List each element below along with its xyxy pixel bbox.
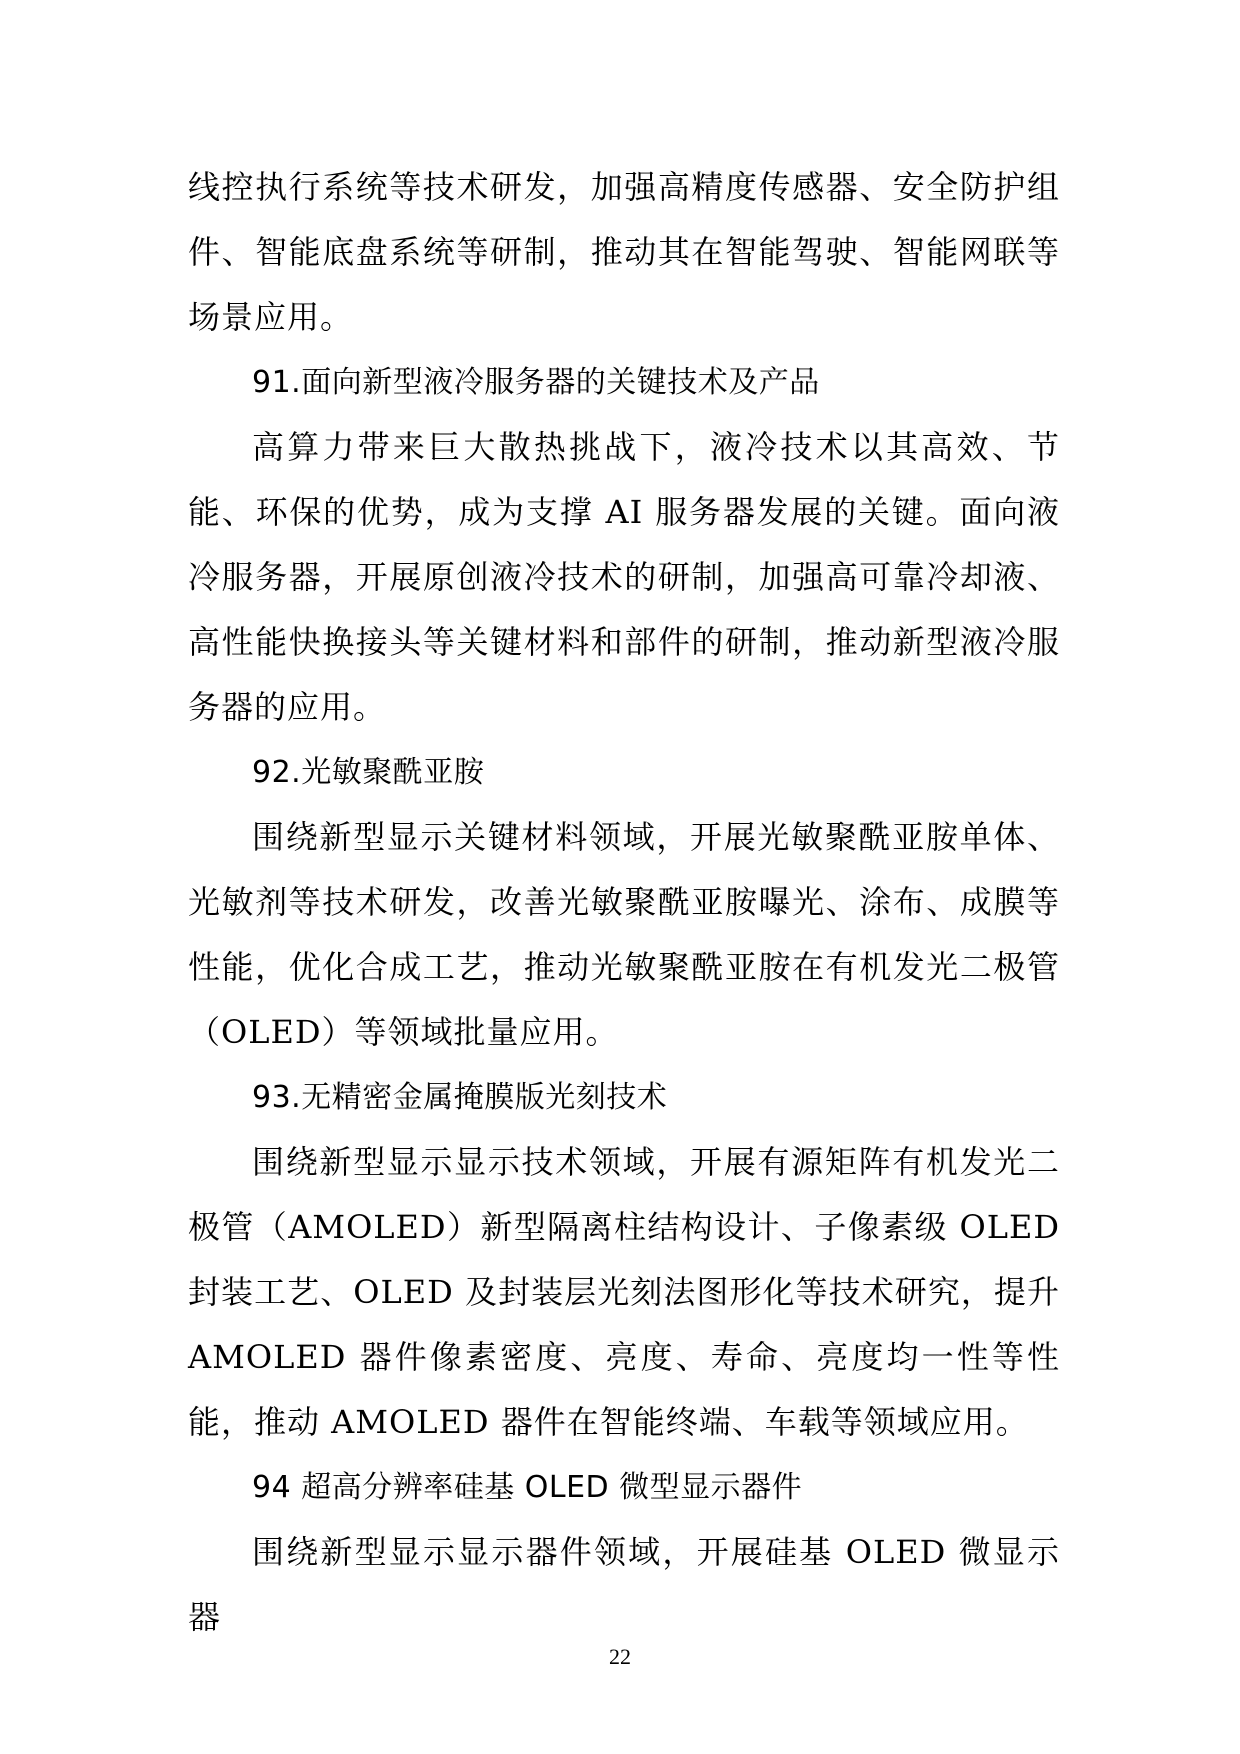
section-heading-94: 94 超高分辨率硅基 OLED 微型显示器件	[252, 1470, 803, 1505]
paragraph-92: 围绕新型显示关键材料领域，开展光敏聚酰亚胺单体、光敏剂等技术研发，改善光敏聚酰亚胺曝光、涂布、成膜等性能，优化合成工艺，推动光敏聚酰亚胺在有机发光二极管（OLED）等领域批量应用。	[188, 818, 1060, 1051]
page-content	[188, 155, 1060, 1650]
paragraph-91: 高算力带来巨大散热挑战下，液冷技术以其高效、节能、环保的优势，成为支撑 AI 服务器发展的关键。面向液冷服务器，开展原创液冷技术的研制，加强高可靠冷却液、高性能快换接头等关键材料和部件的研制，推动新型液冷服务器的应用。	[188, 428, 1060, 726]
section-heading-92: 92.光敏聚酰亚胺	[252, 755, 485, 790]
page-number: 22	[609, 1644, 631, 1669]
paragraph-94: 围绕新型显示显示器件领域，开展硅基 OLED 微显示器	[188, 1533, 1060, 1636]
section-heading-93: 93.无精密金属掩膜版光刻技术	[252, 1080, 668, 1115]
paragraph-93: 围绕新型显示显示技术领域，开展有源矩阵有机发光二极管（AMOLED）新型隔离柱结构设计、子像素级 OLED 封装工艺、OLED 及封装层光刻法图形化等技术研究，提升 AMOLED 器件像素密度、亮度、寿命、亮度均一性等性能，推动 AMOLED 器件在智能终端、车载等领域应用。	[188, 1143, 1060, 1441]
paragraph-continued: 线控执行系统等技术研发，加强高精度传感器、安全防护组件、智能底盘系统等研制，推动其在智能驾驶、智能网联等场景应用。	[188, 168, 1060, 336]
section-heading-91: 91.面向新型液冷服务器的关键技术及产品	[252, 365, 820, 400]
